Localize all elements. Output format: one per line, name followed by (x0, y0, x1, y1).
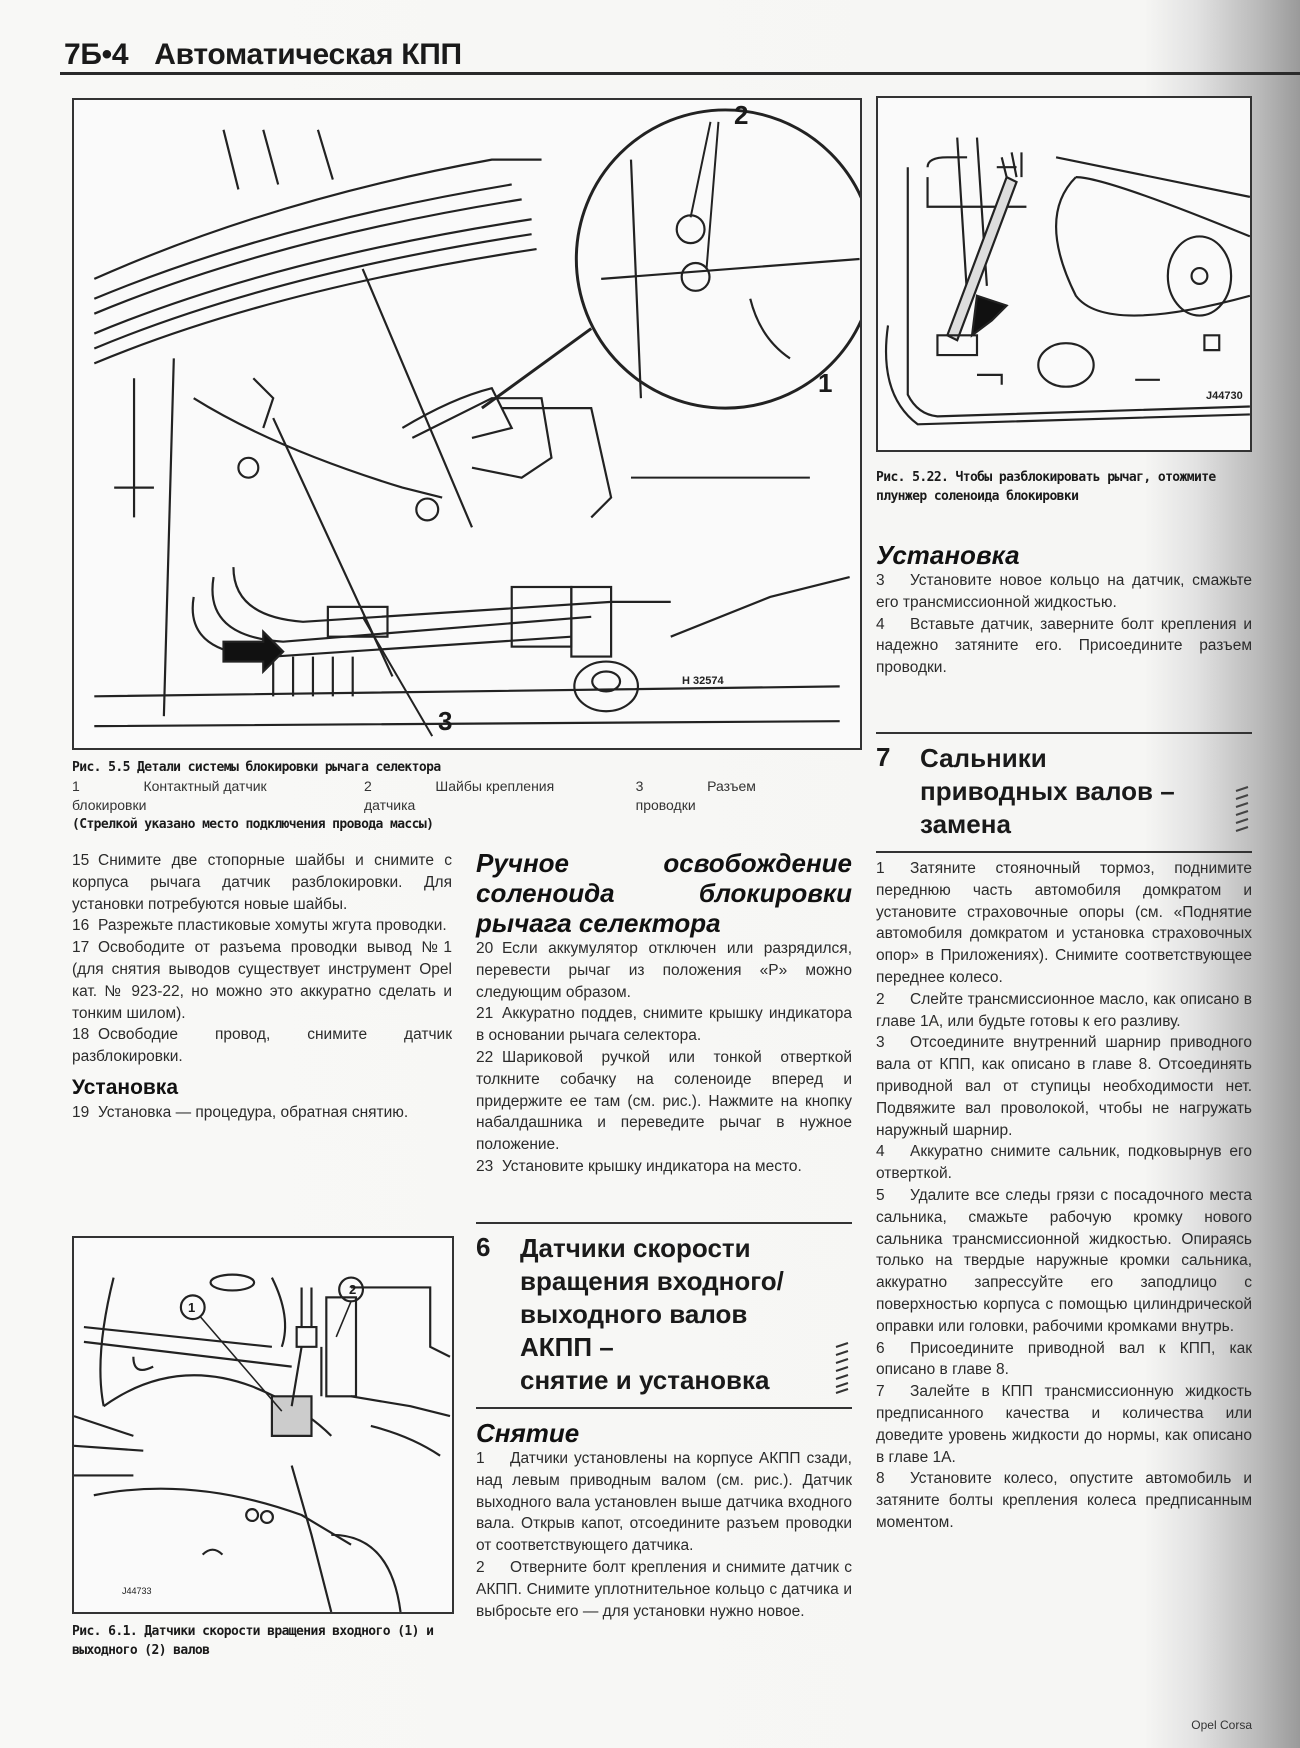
header-rule (60, 72, 1300, 75)
step-22: 22 Шариковой ручкой или тонкой отверткой толкните собачку на соленоиде вперед и придержите ее там (см. рис.). Нажмите на кнопку набалдашника и переведите рычаг в нужное положение. (476, 1048, 852, 1154)
seal-step-4: 4 Аккуратно снимите сальник, подковырнув его отверткой. (876, 1143, 1252, 1183)
section-number: 6 (476, 1232, 491, 1262)
callout-1: 1 (818, 368, 833, 398)
figure-5-5-illustration (72, 98, 862, 750)
step-23: 23 Установите крышку индикатора на место. (476, 1157, 802, 1175)
section-title: Датчики скорости вращения входного/ выходного валов АКПП – снятие и установка (520, 1233, 784, 1395)
removal-step-1: 1 Датчики установлены на корпусе АКПП сзади, над левым приводным валом (см. рис.). Датчик выходного вала установлен выше датчика входного вала. Открыв капот, отсоедините разъем проводки от соответствующего датчика. (476, 1450, 852, 1555)
caption-title: Рис. 5.22. Чтобы разблокировать рычаг, отожмите плунжер соленоида блокировки (876, 470, 1216, 504)
seal-step-1: 1 Затяните стояночный тормоз, поднимите переднюю часть автомобиля домкратом и установите страховочные опоры (см. «Поднятие автомобиля домкратом и установка страховочных опор» в Приложениях). Снимите соответствующее переднее колесо. (876, 860, 1252, 986)
seal-step-3: 3 Отсоедините внутренний шарнир приводного вала от КПП, как описано в главе 8. Отсоединять приводной вал от ступицы необходимости нет. Подвяжите вал проволокой, чтобы не нагружать наружный шарнир. (876, 1034, 1252, 1139)
step-19: 19 Установка — процедура, обратная снятию. (72, 1103, 409, 1121)
step-16: 16 Разрежьте пластиковые хомуты жгута проводки. (72, 917, 447, 935)
figure-5-5-caption (72, 758, 862, 834)
callout-1: 1 (188, 1300, 196, 1315)
page-header (64, 38, 462, 72)
install-step-3: 3 Установите новое кольцо на датчик, смажьте его трансмиссионной жидкостью. (876, 572, 1252, 611)
speed-sensors-diagram (74, 1238, 452, 1612)
section-7-heading (876, 732, 1252, 853)
left-column (72, 850, 452, 1124)
section-6-heading (476, 1222, 852, 1409)
figure-5-22-illustration (876, 96, 1252, 452)
section-title: Сальники приводных валов – замена (920, 743, 1175, 839)
section-rule (476, 1407, 852, 1409)
removal-step-2: 2 Отверните болт крепления и снимите датчик с АКПП. Снимите уплотнительное кольцо с датчика и выбросьте его — для установки нужно новое. (476, 1558, 852, 1620)
figure-6-1-illustration (72, 1236, 454, 1614)
step-20: 20 Если аккумулятор отключен или разрядился, перевести рычаг из положения «P» можно следующим образом. (476, 940, 852, 1001)
selector-lock-diagram (74, 100, 860, 748)
install-step-4: 4 Вставьте датчик, заверните болт крепления и надежно затяните его. Присоедините разъем проводки. (876, 615, 1252, 677)
difficulty-spanner-icon (834, 1339, 850, 1395)
middle-column-removal (476, 1418, 852, 1622)
chapter-title: Автоматическая КПП (154, 38, 462, 71)
figure-6-1-caption (72, 1622, 458, 1660)
seal-step-7: 7 Залейте в КПП трансмиссионную жидкость предписанного качества и количества или доведите уровень жидкости до нормы, как описано в главе 1А. (876, 1383, 1252, 1466)
legend-item: 2 Шайбы крепления датчика (363, 778, 555, 813)
step-21: 21 Аккуратно поддев, снимите крышку индикатора в основании рычага селектора. (476, 1005, 852, 1045)
caption-legend (72, 777, 862, 815)
legend-item: 1 Контактный датчик блокировки (72, 778, 267, 813)
step-15: 15 Снимите две стопорные шайбы и снимите с корпуса рычага датчик разблокировки. Для установки потребуются новые шайбы. (72, 852, 452, 913)
callout-2: 2 (349, 1282, 357, 1297)
seal-step-5: 5 Удалите все следы грязи с посадочного места сальника, смажьте рабочую кромку нового сальника трансмиссионной жидкостью. Опираясь только на твердые наружные кромки сальника, аккуратно запрессуйте его заподлицо с поверхностью корпуса с помощью цилиндрической оправки или головки, рабочими кромками внутрь. (876, 1186, 1252, 1335)
removal-heading: Снятие (476, 1418, 580, 1448)
install-heading: Установка (876, 540, 1020, 570)
seal-step-6: 6 Присоедините приводной вал к КПП, как описано в главе 8. (876, 1339, 1252, 1379)
seal-step-8: 8 Установите колесо, опустите автомобиль и затяните болты крепления колеса предписанным моментом. (876, 1470, 1252, 1531)
callout-2: 2 (734, 100, 749, 130)
page-number: 7Б•4 (64, 38, 129, 71)
right-column-steps (876, 858, 1252, 1534)
figure-code: H 32574 (682, 675, 724, 687)
page-footer: Opel Corsa (1191, 1718, 1252, 1732)
figure-5-22-caption (876, 468, 1256, 506)
manual-release-heading: Ручное освобождение соленоида блокировки рычага селектора (476, 848, 852, 938)
section-number: 7 (876, 742, 891, 772)
caption-title: Рис. 6.1. Датчики скорости вращения входного (1) и выходного (2) валов (72, 1624, 434, 1658)
caption-title: Рис. 5.5 Детали системы блокировки рычага селектора (72, 760, 441, 775)
right-column-install (876, 540, 1252, 679)
install-heading: Установка (72, 1075, 178, 1099)
legend-item: 3 Разъем проводки (635, 778, 756, 813)
difficulty-spanner-icon (1234, 783, 1250, 839)
figure-code: J44733 (122, 1586, 152, 1596)
seal-step-2: 2 Слейте трансмиссионное масло, как описано в главе 1А, или будьте готовы к его разливу. (876, 990, 1252, 1030)
solenoid-unlock-diagram (878, 98, 1250, 450)
caption-note: (Стрелкой указано место подключения провода массы) (72, 817, 434, 832)
figure-code: J44730 (1206, 390, 1243, 402)
callout-3: 3 (438, 706, 453, 736)
middle-column (476, 848, 852, 1178)
section-rule (876, 851, 1252, 853)
step-18: 18 Освободие провод, снимите датчик разблокировки. (72, 1026, 452, 1066)
step-17: 17 Освободите от разъема проводки вывод №1 (для снятия выводов существует инструмент Opel кат. № 923-22, но можно это аккуратно сделать и тонким шилом). (72, 939, 452, 1022)
